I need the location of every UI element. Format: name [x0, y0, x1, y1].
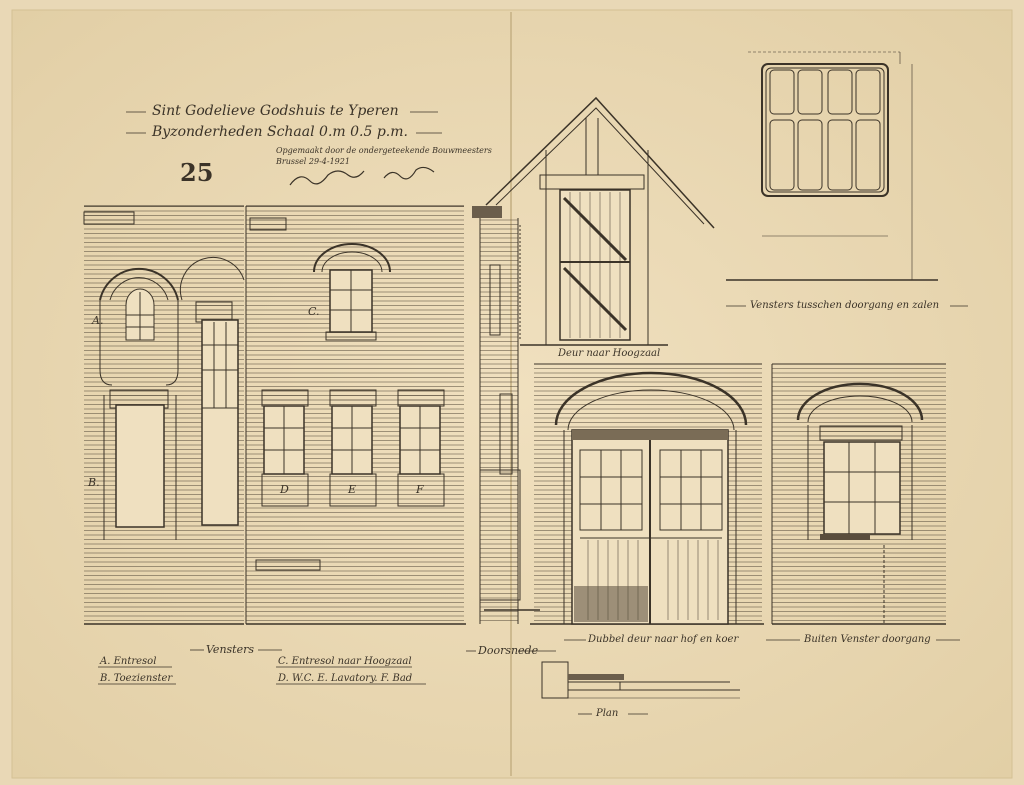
facade-entresol-toezienster — [84, 206, 244, 624]
caption-dubbel-deur: Dubbel deur naar hof en koer — [588, 634, 739, 645]
legend-a: A. Entresol — [100, 656, 157, 667]
legend-c: C. Entresol naar Hoogzaal — [278, 656, 412, 667]
facade-windows-cdef — [246, 206, 466, 624]
caption-doorsnede: Doorsnede — [478, 644, 539, 657]
title-note: Opgemaakt door de ondergeteekende Bouwmeesters — [276, 146, 492, 155]
label-b: B. — [88, 476, 100, 489]
caption-vensters-tusschen: Vensters tusschen doorgang en zalen — [750, 300, 940, 311]
caption-vensters: Vensters — [206, 643, 255, 656]
label-a: A. — [92, 314, 104, 327]
title-line-1: Sint Godelieve Godshuis te Yperen — [152, 103, 399, 119]
label-f: F — [416, 483, 424, 496]
legend-b: B. Toezienster — [100, 673, 173, 684]
label-d: D — [280, 483, 289, 496]
sheet-number: 25 — [180, 158, 214, 187]
outer-window — [772, 364, 946, 624]
caption-buiten-venster: Buiten Venster doorgang — [804, 634, 931, 645]
legend-d: D. W.C. E. Lavatory. F. Bad — [278, 673, 413, 684]
caption-deur-hoogzaal: Deur naar Hoogzaal — [558, 348, 661, 359]
title-date: Brussel 29-4-1921 — [276, 157, 350, 166]
double-door — [530, 364, 764, 624]
label-e: E — [348, 483, 357, 496]
label-c: C. — [308, 305, 320, 318]
caption-plan: Plan — [596, 708, 619, 719]
title-line-2: Byzonderheden Schaal 0.m 0.5 p.m. — [152, 124, 408, 140]
